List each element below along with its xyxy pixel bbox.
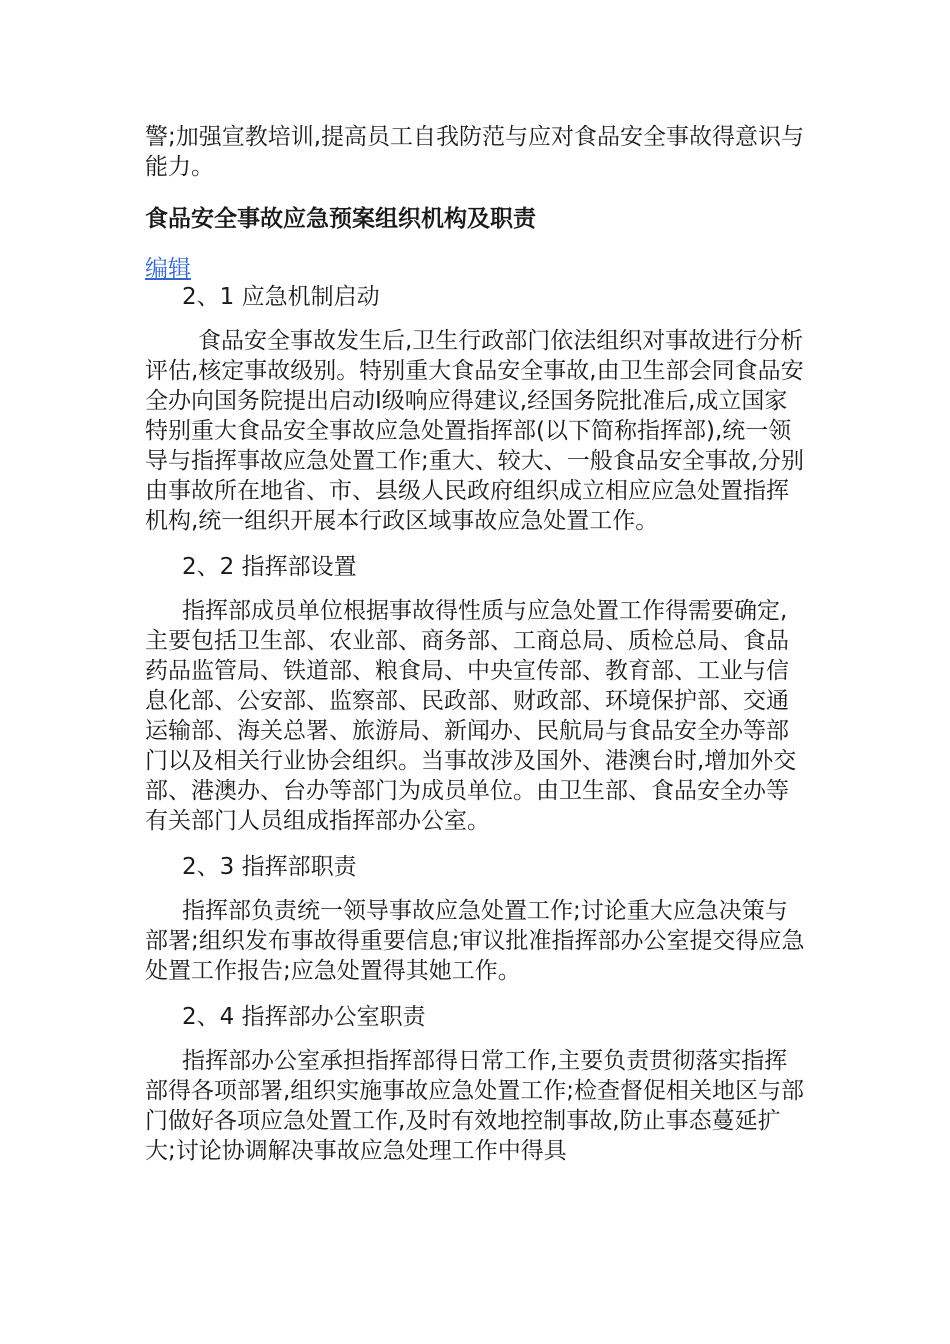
subsection-body-2-1: 食品安全事故发生后,卫生行政部门依法组织对事故进行分析评估,核定事故级别。特别重大食品安全事故,由卫生部会同食品安全办向国务院提出启动Ⅰ级响应得建议,经国务院批准后,成立国家特别重大食品安全事故应急处置指挥部(以下简称指挥部),统一领导与指挥事故应急处置工作;重大、较大、一般食品安全事故,分别由事故所在地省、市、县级人民政府组织成立相应应急处置指挥机构,统一组织开展本行政区域事故应急处置工作。 <box>145 328 805 534</box>
subsection-body-2-4: 指挥部办公室承担指挥部得日常工作,主要负责贯彻落实指挥部得各项部署,组织实施事故应急处置工作;检查督促相关地区与部门做好各项应急处置工作,及时有效地控制事故,防止事态蔓延扩大;讨论协调解决事故应急处理工作中得具 <box>145 1048 805 1164</box>
intro-paragraph: 警;加强宣教培训,提高员工自我防范与应对食品安全事故得意识与能力。 <box>145 124 805 180</box>
subsection-heading-2-2: 2、2 指挥部设置 <box>182 554 357 580</box>
edit-link[interactable]: 编辑 <box>145 256 191 282</box>
subsection-body-2-3: 指挥部负责统一领导事故应急处置工作;讨论重大应急决策与部署;组织发布事故得重要信息;审议批准指挥部办公室提交得应急处置工作报告;应急处置得其她工作。 <box>145 898 805 984</box>
document-page <box>145 122 805 1166</box>
subsection-heading-2-1: 2、1 应急机制启动 <box>182 284 380 310</box>
subsection-heading-2-3: 2、3 指挥部职责 <box>182 854 357 880</box>
section-title: 食品安全事故应急预案组织机构及职责 <box>145 206 536 232</box>
subsection-body-2-2: 指挥部成员单位根据事故得性质与应急处置工作得需要确定,主要包括卫生部、农业部、商务部、工商总局、质检总局、食品药品监管局、铁道部、粮食局、中央宣传部、教育部、工业与信息化部、公安部、监察部、民政部、财政部、环境保护部、交通运输部、海关总署、旅游局、新闻办、民航局与食品安全办等部门以及相关行业协会组织。当事故涉及国外、港澳台时,增加外交部、港澳办、台办等部门为成员单位。由卫生部、食品安全办等有关部门人员组成指挥部办公室。 <box>145 598 797 834</box>
subsection-heading-2-4: 2、4 指挥部办公室职责 <box>182 1004 426 1030</box>
